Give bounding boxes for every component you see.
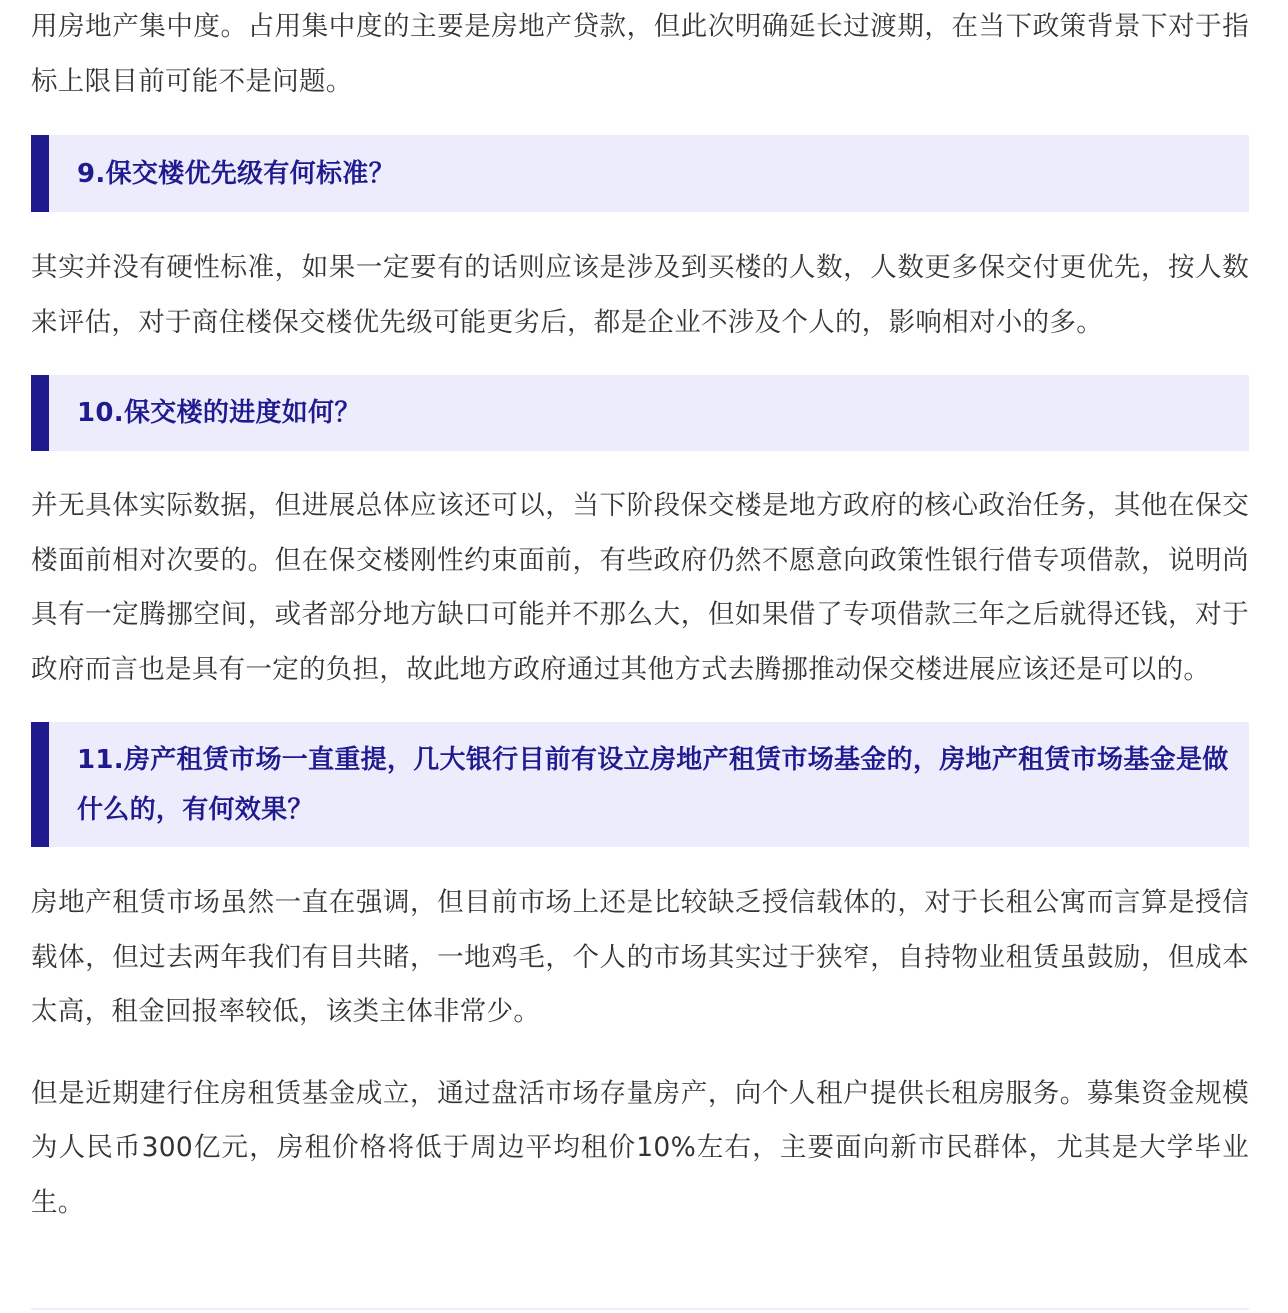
- question-11-heading: 11.房产租赁市场一直重提，几大银行目前有设立房地产租赁市场基金的，房地产租赁市场基金是做什么的，有何效果？: [77, 744, 1229, 825]
- intro-paragraph: 用房地产集中度。占用集中度的主要是房地产贷款，但此次明确延长过渡期，在当下政策背景下对于指标上限目前可能不是问题。: [31, 11, 1249, 97]
- bottom-divider: [31, 1308, 1249, 1310]
- answer-9-paragraph: 其实并没有硬性标准，如果一定要有的话则应该是涉及到买楼的人数，人数更多保交付更优先，按人数来评估，对于商住楼保交楼优先级可能更劣后，都是企业不涉及个人的，影响相对小的多。: [31, 252, 1249, 338]
- question-11-box: [31, 722, 1249, 847]
- article-body: [31, 0, 1249, 1230]
- question-10-box: [31, 375, 1249, 451]
- answer-10-paragraph: 并无具体实际数据，但进展总体应该还可以，当下阶段保交楼是地方政府的核心政治任务，其他在保交楼面前相对次要的。但在保交楼刚性约束面前，有些政府仍然不愿意向政策性银行借专项借款，说明尚具有一定腾挪空间，或者部分地方缺口可能并不那么大，但如果借了专项借款三年之后就得还钱，对于政府而言也是具有一定的负担，故此地方政府通过其他方式去腾挪推动保交楼进展应该还是可以的。: [31, 490, 1249, 685]
- question-10-heading: 10.保交楼的进度如何？: [77, 398, 361, 428]
- answer-11-paragraph-2: 但是近期建行住房租赁基金成立，通过盘活市场存量房产，向个人租户提供长租房服务。募集资金规模为人民币300亿元，房租价格将低于周边平均租价10%左右，主要面向新市民群体，尤其是大学毕业生。: [31, 1077, 1249, 1218]
- answer-11-paragraph-1: 房地产租赁市场虽然一直在强调，但目前市场上还是比较缺乏授信载体的，对于长租公寓而言算是授信载体，但过去两年我们有目共睹，一地鸡毛，个人的市场其实过于狭窄，自持物业租赁虽鼓励，但成本太高，租金回报率较低，该类主体非常少。: [31, 887, 1249, 1027]
- question-9-heading: 9.保交楼优先级有何标准？: [77, 158, 395, 189]
- question-9-box: [31, 135, 1249, 212]
